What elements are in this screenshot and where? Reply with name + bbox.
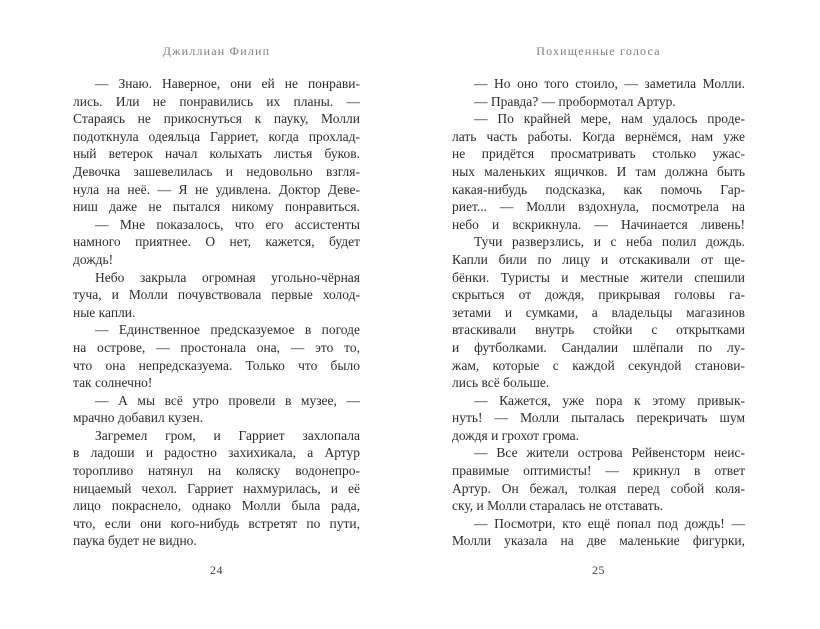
page-body-text-left xyxy=(73,75,360,550)
text-line: Стараясь не прикоснуться к пауку, Молли xyxy=(73,111,360,127)
page-number-right: 25 xyxy=(592,563,605,578)
text-line: — Кажется, уже пора к этому привык- xyxy=(474,392,745,408)
text-line: ниш даже не пытался никому понравиться. xyxy=(73,199,360,215)
text-line: риет... — Молли вздохнула, посмотрела на xyxy=(452,199,745,215)
text-line: лицо покраснело, однако Молли была рада, xyxy=(73,498,360,514)
text-line: торопливо натянул на коляску водонепро- xyxy=(73,463,360,479)
text-line: — Посмотри, кто ещё попал под дождь! — xyxy=(474,515,745,531)
left-page xyxy=(73,44,360,578)
text-line: Капли били по лицу и отскакивали от ще- xyxy=(452,251,745,267)
text-line: Загремел гром, и Гарриет захлопала xyxy=(95,427,360,443)
paragraph xyxy=(452,233,745,391)
text-line: зетами и сумками, а владельцы магазинов xyxy=(452,304,745,320)
paragraph xyxy=(73,269,360,322)
text-line: подоткнула одеяльца Гарриет, когда прохлад- xyxy=(73,128,360,144)
paragraph xyxy=(73,427,360,550)
text-line: ный ветерок начал колыхать листья буков. xyxy=(73,146,360,162)
text-line: Небо закрыла огромная угольно-чёрная xyxy=(95,269,360,285)
text-line: какая-нибудь подсказка, как помочь Гар- xyxy=(452,181,745,197)
text-line: дождь! xyxy=(73,251,114,267)
paragraph xyxy=(452,93,745,111)
text-line: — Правда? — пробормотал Артур. xyxy=(474,93,676,109)
paragraph xyxy=(452,75,745,93)
text-line: — А мы всё утро провели в музее, — xyxy=(95,392,360,408)
paragraph xyxy=(73,216,360,269)
page-body-text-right xyxy=(452,75,745,550)
text-line: лись всё больше. xyxy=(452,375,550,391)
text-line: туча, и Молли почувствовала первые холод- xyxy=(73,287,360,303)
text-line: лать часть работы. Когда вернёмся, нам уже xyxy=(452,128,745,144)
text-line: — По крайней мере, нам удалось проде- xyxy=(474,111,745,127)
text-line: правимые оптимисты! — крикнул в ответ xyxy=(452,463,745,479)
text-line: намного приятнее. О нет, кажется, будет xyxy=(73,234,360,250)
running-header-author-name: Джиллиан Филип xyxy=(162,44,271,58)
paragraph xyxy=(73,321,360,391)
text-line: — Мне показалось, что его ассистенты xyxy=(95,216,360,232)
paragraph xyxy=(73,75,360,216)
text-line: в ладоши и радостно захихикала, а Артур xyxy=(73,445,360,461)
text-line: и футболками. Сандалии шлёпали по лу- xyxy=(452,339,745,355)
text-line: — Все жители острова Рейвенсторм неис- xyxy=(474,445,745,461)
text-line: лись. Или не понравились их планы. — xyxy=(73,93,360,109)
text-line: втаскивали внутрь стойки с открытками xyxy=(452,322,745,338)
text-line: жам, которые с каждой секундой станови- xyxy=(452,357,745,373)
text-line: небо и вскрикнула. — Начинается ливень! xyxy=(452,216,745,232)
text-line: Артур. Он бежал, толкая перед собой коля- xyxy=(452,480,745,496)
text-line: нула на неё. — Я не удивлена. Доктор Деве- xyxy=(73,181,360,197)
text-line: ные капли. xyxy=(73,304,136,320)
text-line: Тучи разверзлись, и с неба полил дождь. xyxy=(474,234,745,250)
text-line: не придётся просматривать столько ужас- xyxy=(452,146,745,162)
right-page xyxy=(452,44,745,578)
text-line: на острове, — простонала она, — это то, xyxy=(73,339,360,355)
text-line: дождя и грохот грома. xyxy=(452,427,580,443)
text-line: бёнки. Туристы и местные жители спешили xyxy=(452,269,745,285)
text-line: паука будет не видно. xyxy=(73,533,197,549)
paragraph xyxy=(452,444,745,514)
text-line: — Но оно того стоило, — заметила Молли. xyxy=(474,76,745,91)
text-line: — Единственное предсказуемое в погоде xyxy=(95,322,360,338)
text-line: что, если они кого-нибудь встретят по пути, xyxy=(73,515,360,531)
text-line: ницаемый чехол. Гарриет нахмурилась, и её xyxy=(73,480,360,496)
text-line: ску, и Молли старалась не отставать. xyxy=(452,498,664,514)
text-line: скрыться от дождя, прикрывая головы га- xyxy=(452,287,745,303)
text-line: — Знаю. Наверное, они ей не понрави- xyxy=(95,76,360,91)
text-line: Девочка зашевелилась и недовольно взгля- xyxy=(73,163,360,179)
text-line: что она непредсказуема. Только что было xyxy=(73,357,360,373)
text-line: Молли указала на две маленькие фигурки, xyxy=(452,533,745,549)
paragraph xyxy=(73,392,360,427)
paragraph xyxy=(452,110,745,233)
text-line: ных маленьких ящичков. И там должна быть xyxy=(452,163,745,179)
text-line: мрачно добавил кузен. xyxy=(73,410,204,426)
text-line: нуть! — Молли пыталась перекричать шум xyxy=(452,410,745,426)
paragraph xyxy=(452,515,745,550)
page-number-left: 24 xyxy=(210,563,223,578)
running-header-book-title: Похищенные голоса xyxy=(536,44,661,58)
paragraph xyxy=(452,392,745,445)
text-line: так солнечно! xyxy=(73,375,153,391)
